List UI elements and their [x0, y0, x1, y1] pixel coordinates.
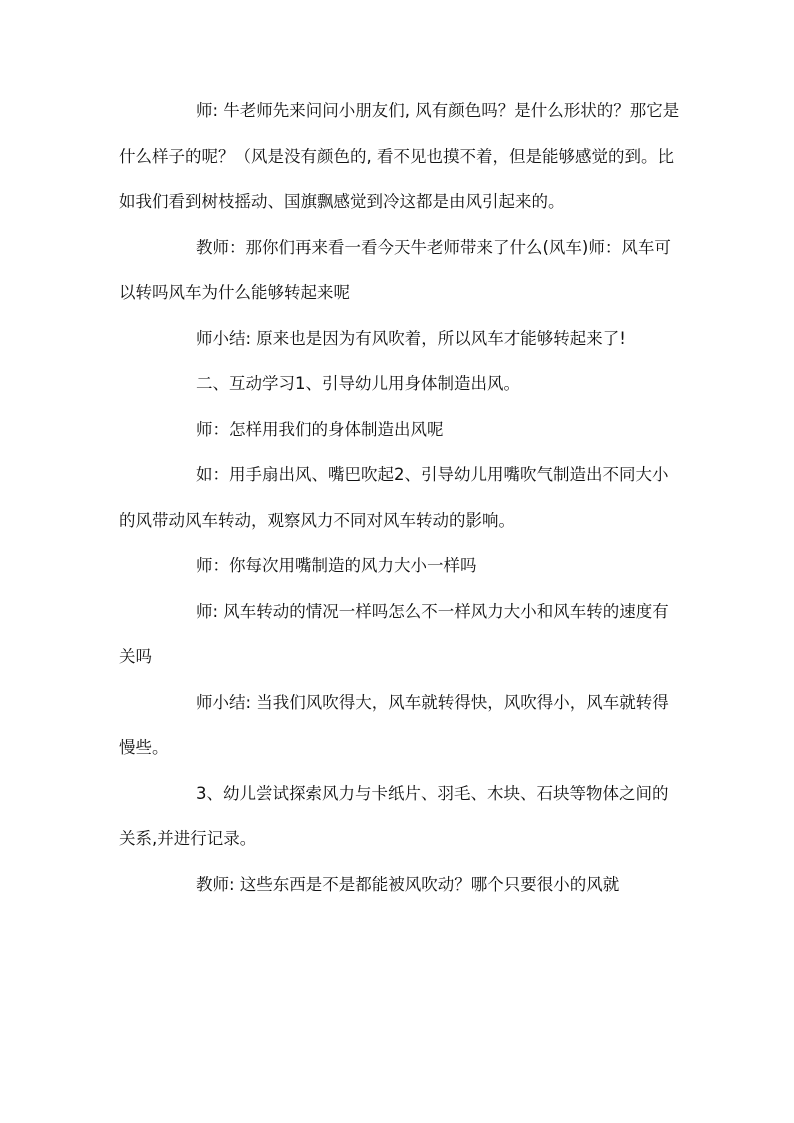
paragraph-4: 二、互动学习1、引导幼儿用身体制造出风。	[196, 374, 520, 393]
paragraph-7: 师：你每次用嘴制造的风力大小一样吗	[196, 556, 477, 575]
document-body	[119, 88, 681, 907]
paragraph-9: 师小结: 当我们风吹得大，风车就转得快，风吹得小，风车就转得慢些。	[119, 692, 669, 757]
paragraph-1: 师: 牛老师先来问问小朋友们, 风有颜色吗？是什么形状的？那它是什么样子的呢？（风是没有颜色的, 看不见也摸不着，但是能够感觉的到。比如我们看到树枝摇动、国旗飘感觉到冷这都是由风引起来的。	[119, 101, 680, 211]
paragraph-11: 教师: 这些东西是不是都能被风吹动？哪个只要很小的风就	[196, 874, 620, 894]
paragraph-6: 如：用手扇出风、嘴巴吹起2、引导幼儿用嘴吹气制造出不同大小的风带动风车转动，观察风力不同对风车转动的影响。	[119, 465, 669, 530]
paragraph-2: 教师：那你们再来看一看今天牛老师带来了什么(风车)师：风车可以转吗风车为什么能够转起来呢	[119, 237, 671, 302]
paragraph-10: 3、幼儿尝试探索风力与卡纸片、羽毛、木块、石块等物体之间的关系,并进行记录。	[119, 783, 669, 848]
paragraph-3: 师小结: 原来也是因为有风吹着，所以风车才能够转起来了!	[196, 328, 626, 348]
paragraph-8: 师: 风车转动的情况一样吗怎么不一样风力大小和风车转的速度有关吗	[119, 601, 669, 666]
paragraph-5: 师：怎样用我们的身体制造出风呢	[196, 419, 444, 439]
